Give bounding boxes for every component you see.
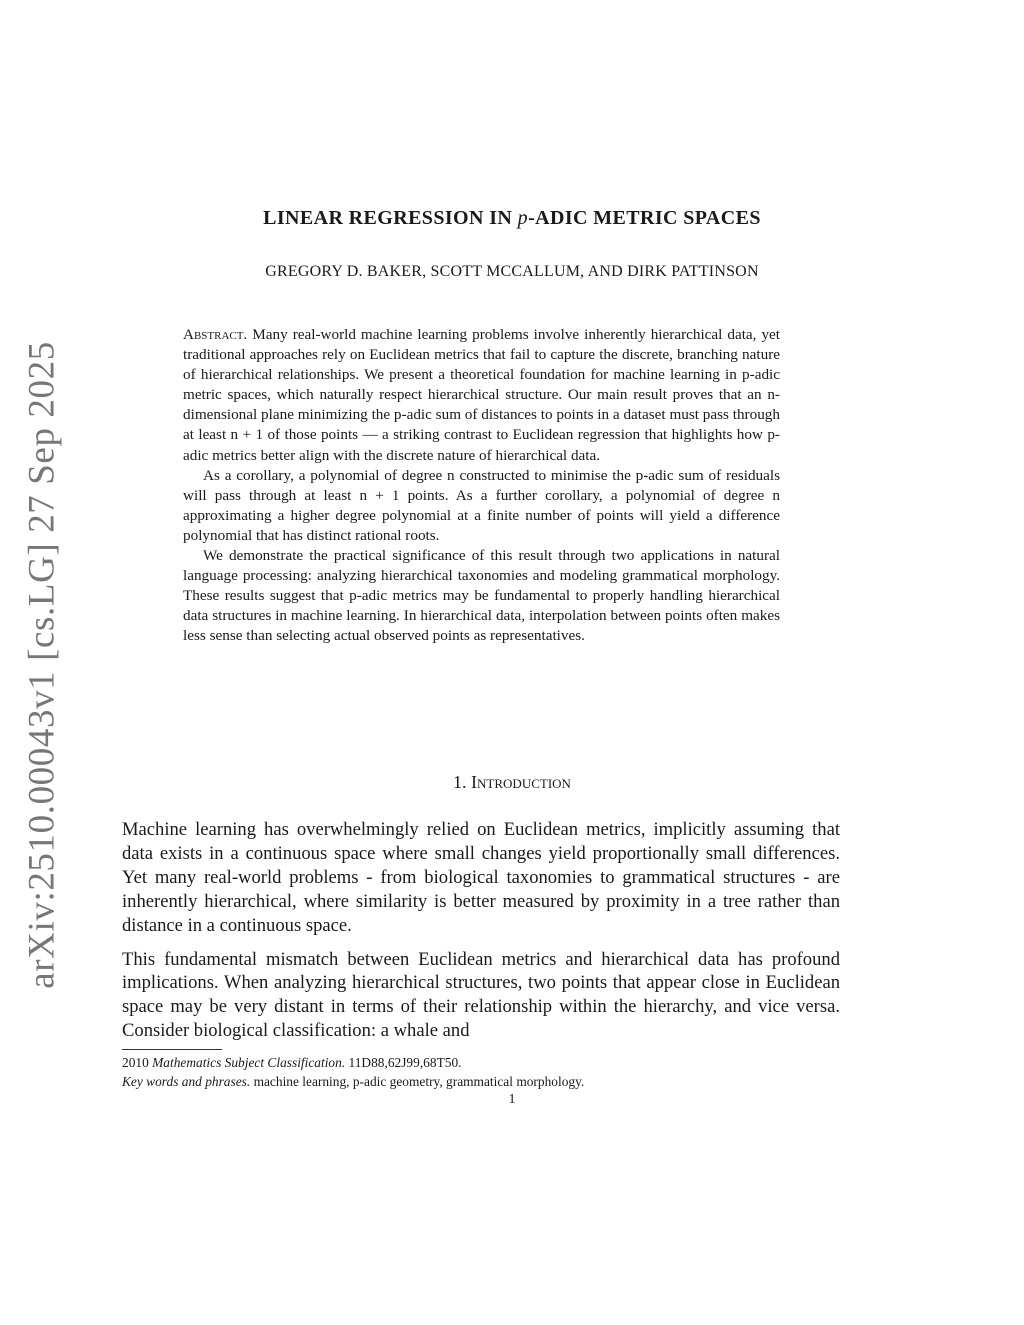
section-heading: 1. Introduction [453, 772, 571, 792]
abstract-paragraph: As a corollary, a polynomial of degree n constructed to minimise the p-adic sum of residuals will pass through at least n + 1 points. As a further corollary, a polynomial of degree n approximating a higher degree polynomial at a finite number of points will yield a difference polynomial that has distinct rational roots. [183, 466, 780, 544]
arxiv-sidebar-stamp [12, 341, 72, 989]
abstract-paragraph: We demonstrate the practical significance of this result through two applications in natural language processing: analyzing hierarchical taxonomies and modeling grammatical morphology. These results suggest that p-adic metrics may be fundamental to properly handling hierarchical data structures in machine learning. In hierarchical data, interpolation between points often makes less sense than selecting actual observed points as representatives. [183, 547, 780, 645]
abstract-paragraph: Abstract. Many real-world machine learning problems involve inherently hierarchical data, yet traditional approaches rely on Euclidean metrics that fail to capture the discrete, branching nature of hierarchical relationships. We present a theoretical foundation for machine learning in p-adic metric spaces, which naturally respect hierarchical structure. Our main result proves that an n-dimensional plane minimizing the p-adic sum of distances to points in a dataset must pass through at least n + 1 of those points — a striking contrast to Euclidean regression that highlights how p-adic metrics better align with the discrete nature of hierarchical data. [183, 326, 781, 464]
body-paragraph: Machine learning has overwhelmingly relied on Euclidean metrics, implicitly assuming that data exists in a continuous space where small changes yield proportionally small differences. Yet many real-world problems - from biological taxonomies to grammatical structures - are inherently hierarchical, where similarity is better measured by proximity in a tree rather than distance in a continuous space. [122, 819, 840, 936]
body-paragraph: This fundamental mismatch between Euclidean metrics and hierarchical data has profound implications. When analyzing hierarchical structures, two points that appear close in Euclidean space may be very distant in terms of their relationship within the hierarchy, and vice versa. Consider biological classification: a whale and [122, 948, 840, 1042]
arxiv-identifier: arXiv:2510.00043v1 [cs.LG] 27 Sep 2025 [21, 341, 63, 989]
abstract-label: Abstract. [183, 326, 248, 343]
paper-title: LINEAR REGRESSION IN p-ADIC METRIC SPACES [263, 207, 761, 229]
footnote-divider [122, 1049, 222, 1050]
abstract [183, 325, 780, 647]
page-number: 1 [508, 1092, 516, 1107]
msc-footnote: 2010 Mathematics Subject Classification. 11D88,62J99,68T50. [122, 1055, 462, 1070]
author-list: GREGORY D. BAKER, SCOTT MCCALLUM, AND DIRK PATTINSON [265, 263, 759, 280]
body-text [122, 818, 840, 1053]
footnotes [122, 1054, 840, 1091]
keywords-footnote: Key words and phrases. machine learning, p-adic geometry, grammatical morphology. [122, 1073, 585, 1089]
